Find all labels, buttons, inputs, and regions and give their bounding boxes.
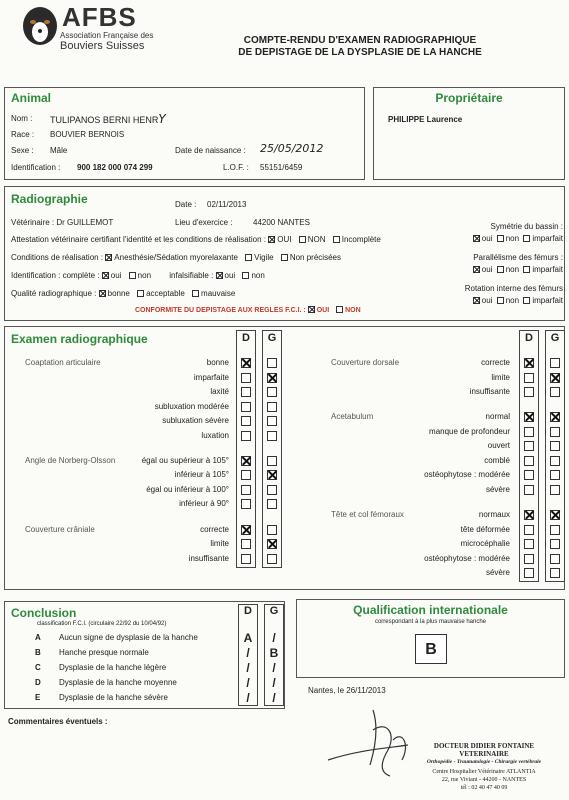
date-value: 02/11/2013: [207, 200, 247, 209]
examen-section: [4, 326, 565, 590]
lieu-label: Lieu d'exercice :: [175, 218, 233, 227]
right-row-label: ostéophytose : modérée: [424, 553, 510, 563]
qualite-mauvaise-checkbox[interactable]: [192, 290, 199, 297]
right-d-checkbox[interactable]: [524, 358, 534, 368]
conclusion-label: Hanche presque normale: [59, 648, 149, 657]
left-g-checkbox[interactable]: [267, 525, 277, 535]
attestation-row: [11, 235, 386, 244]
left-g-checkbox[interactable]: [267, 358, 277, 368]
left-d-checkbox[interactable]: [241, 539, 251, 549]
right-row-label: sévère: [485, 568, 510, 578]
right-row-label: insuffisante: [469, 387, 510, 396]
symetrie-oui-label: oui: [481, 234, 493, 243]
lof-label: L.O.F. :: [223, 163, 249, 172]
left-g-checkbox[interactable]: [267, 539, 277, 549]
right-d-checkbox[interactable]: [524, 510, 534, 520]
infalsifiable-non-label: non: [251, 271, 265, 280]
left-d-checkbox[interactable]: [241, 431, 251, 441]
attestation-oui-label: OUI: [277, 235, 292, 244]
date-label: Date :: [175, 200, 197, 209]
left-d-checkbox[interactable]: [241, 485, 251, 495]
conformite-oui-label: OUI: [316, 307, 330, 314]
left-g-checkbox[interactable]: [267, 431, 277, 441]
symetrie-non-label: non: [505, 234, 520, 243]
qualite-row: [11, 289, 240, 298]
complete-oui-checkbox[interactable]: [102, 272, 109, 279]
rotation-block: [447, 284, 563, 305]
attestation-non-label: NON: [307, 235, 326, 244]
right-d-checkbox[interactable]: [524, 470, 534, 480]
left-g-checkbox[interactable]: [267, 373, 277, 383]
right-row-label: normaux: [478, 510, 510, 520]
parallelisme-imparfait-label: imparfait: [532, 265, 563, 274]
rotation-imparfait-label: imparfait: [532, 296, 563, 305]
left-row-label: bonne: [206, 358, 229, 367]
left-d-checkbox[interactable]: [241, 456, 251, 466]
veterinaire-label: Vétérinaire : Dr GUILLEMOT: [11, 218, 114, 227]
conformite-non-label: NON: [345, 307, 361, 314]
stamp-name: DOCTEUR DIDIER FONTAINE: [433, 742, 535, 750]
title-line-1: COMPTE-RENDU D'EXAMEN RADIOGRAPHIQUE: [243, 35, 477, 46]
conclusion-g-value: /: [272, 631, 276, 645]
left-row-label: inférieur à 90°: [179, 499, 229, 509]
right-d-checkbox[interactable]: [524, 412, 534, 422]
parallelisme-oui-label: oui: [481, 265, 493, 274]
right-row-label: tête déformée: [460, 524, 510, 534]
rotation-label: Rotation interne des fémurs: [464, 284, 563, 293]
symetrie-imparfait-checkbox[interactable]: [523, 235, 530, 242]
parallelisme-block: [447, 253, 563, 274]
qualite-acceptable-checkbox[interactable]: [137, 290, 144, 297]
right-d-checkbox[interactable]: [524, 525, 534, 535]
conclusion-label: Aucun signe de dysplasie de la hanche: [59, 633, 198, 642]
race-value: BOUVIER BERNOIS: [50, 130, 125, 139]
conformite-non-checkbox[interactable]: [336, 306, 343, 313]
document-title: [210, 35, 510, 59]
left-group-title: Coaptation articulaire: [25, 358, 101, 367]
title-line-2: DE DEPISTAGE DE LA DYSPLASIE DE LA HANCHE: [238, 47, 482, 58]
attestation-non-checkbox[interactable]: [299, 236, 306, 243]
left-row-label: luxation: [201, 430, 229, 440]
examen-heading: Examen radiographique: [11, 332, 148, 346]
symetrie-oui-checkbox[interactable]: [473, 235, 480, 242]
nom-handwritten: Y: [158, 112, 166, 126]
left-row-label: égal ou supérieur à 105°: [141, 455, 229, 465]
right-g-checkbox[interactable]: [550, 412, 560, 422]
right-d-checkbox[interactable]: [524, 485, 534, 495]
left-group-title: Couverture crâniale: [25, 524, 95, 534]
right-row-label: sévère: [485, 484, 510, 494]
conclusion-d-value: /: [246, 676, 250, 690]
right-g-checkbox[interactable]: [550, 373, 560, 383]
infalsifiable-non-checkbox[interactable]: [242, 272, 249, 279]
race-label: Race :: [11, 130, 35, 139]
right-row-label: ostéophytose : modérée: [424, 470, 510, 480]
ident-label: Identification :: [11, 271, 61, 280]
qualite-mauvaise-label: mauvaise: [201, 289, 236, 298]
left-d-checkbox[interactable]: [241, 373, 251, 383]
dog-logo-icon: [20, 4, 60, 50]
symetrie-imparfait-label: imparfait: [532, 234, 563, 243]
right-group-title: Tête et col fémoraux: [331, 510, 404, 520]
attestation-incomplete-label: Incomplète: [341, 235, 381, 244]
left-col-d-header: D: [242, 332, 250, 344]
conformite-label: CONFORMITE DU DEPISTAGE AUX REGLES F.C.I. :: [135, 307, 306, 314]
logo-subtitle-1: Association Française des: [60, 31, 154, 40]
identification-value: 900 182 000 074 299: [77, 163, 153, 172]
symetrie-non-checkbox[interactable]: [497, 235, 504, 242]
symetrie-label: Symétrie du bassin :: [490, 222, 563, 231]
dob-value: 25/05/2012: [260, 142, 324, 155]
veterinarian-stamp: [408, 742, 560, 792]
left-d-checkbox[interactable]: [241, 358, 251, 368]
conditions-anesthesie-checkbox[interactable]: [105, 254, 112, 261]
right-d-checkbox[interactable]: [524, 456, 534, 466]
infalsifiable-oui-checkbox[interactable]: [216, 272, 223, 279]
right-g-checkbox[interactable]: [550, 387, 560, 397]
lieu-value: 44200 NANTES: [253, 218, 310, 227]
left-row-label: inférieur à 105°: [174, 470, 229, 480]
left-group-title: Angle de Norberg-Olsson: [25, 455, 116, 465]
qualification-subtitle: correspondant à la plus mauvaise hanche: [374, 619, 487, 625]
proprietaire-section: [373, 87, 565, 180]
left-row-label: imparfaite: [193, 372, 229, 382]
complete-non-label: non: [137, 271, 152, 280]
conformite-oui-checkbox[interactable]: [308, 306, 315, 313]
right-d-checkbox[interactable]: [524, 387, 534, 397]
left-row-label: limite: [210, 539, 229, 549]
conclusion-code: D: [35, 678, 41, 687]
right-d-checkbox[interactable]: [524, 427, 534, 437]
right-g-checkbox[interactable]: [550, 554, 560, 564]
logo-subtitle-2: Bouviers Suisses: [60, 40, 145, 52]
left-g-checkbox[interactable]: [267, 470, 277, 480]
right-row-label: comblé: [484, 455, 510, 465]
parallelisme-label: Parallélisme des fémurs :: [473, 253, 563, 262]
left-col-g-header: G: [267, 332, 277, 344]
right-g-checkbox[interactable]: [550, 510, 560, 520]
right-g-checkbox[interactable]: [550, 358, 560, 368]
rotation-oui-label: oui: [481, 296, 493, 305]
right-g-checkbox[interactable]: [550, 539, 560, 549]
left-g-checkbox[interactable]: [267, 387, 277, 397]
radiographie-section: [4, 186, 565, 321]
parallelisme-imparfait-checkbox[interactable]: [523, 266, 530, 273]
rotation-imparfait-checkbox[interactable]: [523, 297, 530, 304]
conclusion-g-value: B: [269, 646, 279, 660]
identification-label: Identification :: [11, 163, 61, 172]
right-row-label: ouvert: [487, 441, 510, 451]
qualite-bonne-label: bonne: [107, 289, 130, 298]
identification-row: [11, 271, 270, 280]
conditions-anesthesie-label: Anesthésie/Sédation myorelaxante: [114, 253, 238, 262]
conclusion-heading: Conclusion: [11, 606, 77, 620]
left-row-label: insuffisante: [188, 553, 229, 563]
conclusion-d-value: /: [246, 646, 250, 660]
nom-value: [50, 112, 166, 126]
radiographie-heading: Radiographie: [11, 192, 88, 206]
conclusion-col-d-header: D: [244, 605, 252, 617]
conclusion-g-value: /: [272, 676, 276, 690]
conditions-non-precisees-checkbox[interactable]: [281, 254, 288, 261]
qualite-acceptable-label: acceptable: [146, 289, 185, 298]
conditions-non-precisees-label: Non précisées: [289, 253, 341, 262]
symetrie-block: [447, 222, 563, 243]
parallelisme-oui-checkbox[interactable]: [473, 266, 480, 273]
sexe-value: Mâle: [50, 146, 68, 155]
conclusion-g-value: /: [272, 661, 276, 675]
conclusion-code: B: [35, 648, 41, 657]
left-d-checkbox[interactable]: [241, 499, 251, 509]
conclusion-code: C: [35, 663, 41, 672]
right-g-checkbox[interactable]: [550, 485, 560, 495]
conclusion-col-g-header: G: [269, 605, 279, 617]
rotation-oui-checkbox[interactable]: [473, 297, 480, 304]
logo-text: AFBS: [62, 2, 137, 32]
right-d-checkbox[interactable]: [524, 373, 534, 383]
stamp-phone: tél : 02 40 47 40 09: [460, 785, 508, 791]
parallelisme-non-checkbox[interactable]: [497, 266, 504, 273]
right-d-checkbox[interactable]: [524, 441, 534, 451]
right-g-checkbox[interactable]: [550, 568, 560, 578]
right-col-d-header: D: [525, 332, 533, 344]
conclusion-d-value: /: [246, 691, 250, 705]
nom-label: Nom :: [11, 114, 33, 123]
attestation-label: Attestation vétérinaire certifiant l'identité et les conditions de réalisation :: [11, 235, 266, 244]
right-row-label: correcte: [481, 358, 510, 367]
right-g-checkbox[interactable]: [550, 525, 560, 535]
stamp-title: VETERINAIRE: [459, 750, 509, 758]
left-g-checkbox[interactable]: [267, 554, 277, 564]
left-d-checkbox[interactable]: [241, 402, 251, 412]
commentaires-label: Commentaires éventuels :: [8, 717, 108, 726]
logo: [20, 4, 160, 56]
right-group-title: Couverture dorsale: [331, 358, 400, 367]
animal-heading: Animal: [11, 91, 52, 105]
lieu-date: Nantes, le 26/11/2013: [308, 686, 386, 695]
right-row-label: limite: [491, 372, 510, 382]
infalsifiable-oui-label: oui: [224, 271, 236, 280]
nom-printed: TULIPANOS BERNI HENR: [50, 115, 159, 125]
stamp-clinic: Centre Hospitalier Vétérinaire ATLANTIA: [432, 769, 536, 775]
infalsifiable-label: infalsifiable :: [169, 271, 214, 280]
right-d-checkbox[interactable]: [524, 539, 534, 549]
dob-label: Date de naissance :: [175, 146, 246, 155]
complete-label: complète :: [62, 271, 100, 280]
right-row-label: microcéphalie: [460, 539, 510, 549]
stamp-speciality: Orthopédie - Traumatologie - Chirurgie vertébrale: [426, 759, 542, 765]
conditions-label: Conditions de réalisation :: [11, 253, 104, 262]
attestation-oui-checkbox[interactable]: [268, 236, 275, 243]
right-g-checkbox[interactable]: [550, 441, 560, 451]
left-row-label: égal ou inférieur à 100°: [146, 484, 229, 494]
attestation-incomplete-checkbox[interactable]: [333, 236, 340, 243]
right-group-title: Acetabulum: [331, 412, 374, 422]
complete-oui-label: oui: [110, 271, 122, 280]
conditions-row: [11, 253, 346, 262]
conclusion-code: A: [35, 633, 41, 642]
conclusion-section: [4, 601, 285, 709]
right-g-checkbox[interactable]: [550, 470, 560, 480]
qualification-heading: Qualification internationale: [353, 603, 508, 617]
sexe-label: Sexe :: [11, 146, 34, 155]
left-row-label: subluxation modérée: [154, 401, 229, 411]
qualite-bonne-checkbox[interactable]: [99, 290, 106, 297]
conclusion-d-value: A: [243, 631, 253, 645]
complete-non-checkbox[interactable]: [129, 272, 136, 279]
left-g-checkbox[interactable]: [267, 485, 277, 495]
left-g-checkbox[interactable]: [267, 402, 277, 412]
conclusion-subtitle: classification F.C.I. (circulaire 22/92 du 10/04/92): [37, 621, 167, 627]
left-row-label: laxité: [210, 387, 229, 396]
left-d-checkbox[interactable]: [241, 470, 251, 480]
proprietaire-heading: Propriétaire: [435, 91, 503, 105]
lof-value: 55151/6459: [260, 163, 303, 172]
right-d-checkbox[interactable]: [524, 568, 534, 578]
left-row-label: subluxation sévère: [162, 416, 229, 425]
qualification-section: [296, 599, 565, 678]
left-row-label: correcte: [200, 524, 229, 534]
stamp-address: 22, rue Viviani - 44200 - NANTES: [441, 777, 527, 783]
conclusion-label: Dysplasie de la hanche sévère: [59, 693, 168, 702]
conformite-row: [135, 306, 366, 314]
conclusion-d-value: /: [246, 661, 250, 675]
right-d-checkbox[interactable]: [524, 554, 534, 564]
left-g-checkbox[interactable]: [267, 456, 277, 466]
conclusion-g-value: /: [272, 691, 276, 705]
left-g-checkbox[interactable]: [267, 499, 277, 509]
right-g-checkbox[interactable]: [550, 456, 560, 466]
left-g-checkbox[interactable]: [267, 416, 277, 426]
left-d-checkbox[interactable]: [241, 416, 251, 426]
parallelisme-non-label: non: [505, 265, 520, 274]
conclusion-code: E: [35, 693, 41, 702]
right-col-g-header: G: [550, 332, 560, 344]
conditions-vigile-checkbox[interactable]: [245, 254, 252, 261]
rotation-non-checkbox[interactable]: [497, 297, 504, 304]
rotation-non-label: non: [505, 296, 520, 305]
conclusion-label: Dysplasie de la hanche légère: [59, 663, 167, 672]
right-row-label: manque de profondeur: [429, 426, 510, 436]
conditions-vigile-label: Vigile: [254, 253, 274, 262]
animal-section: [4, 87, 365, 180]
conclusion-label: Dysplasie de la hanche moyenne: [59, 678, 177, 687]
right-row-label: normal: [485, 412, 510, 422]
qualite-label: Qualité radiographique :: [11, 289, 97, 298]
left-d-checkbox[interactable]: [241, 525, 251, 535]
proprietaire-name: PHILIPPE Laurence: [388, 115, 463, 124]
right-g-checkbox[interactable]: [550, 427, 560, 437]
left-d-checkbox[interactable]: [241, 387, 251, 397]
left-d-checkbox[interactable]: [241, 554, 251, 564]
qualification-grade: B: [415, 634, 447, 664]
